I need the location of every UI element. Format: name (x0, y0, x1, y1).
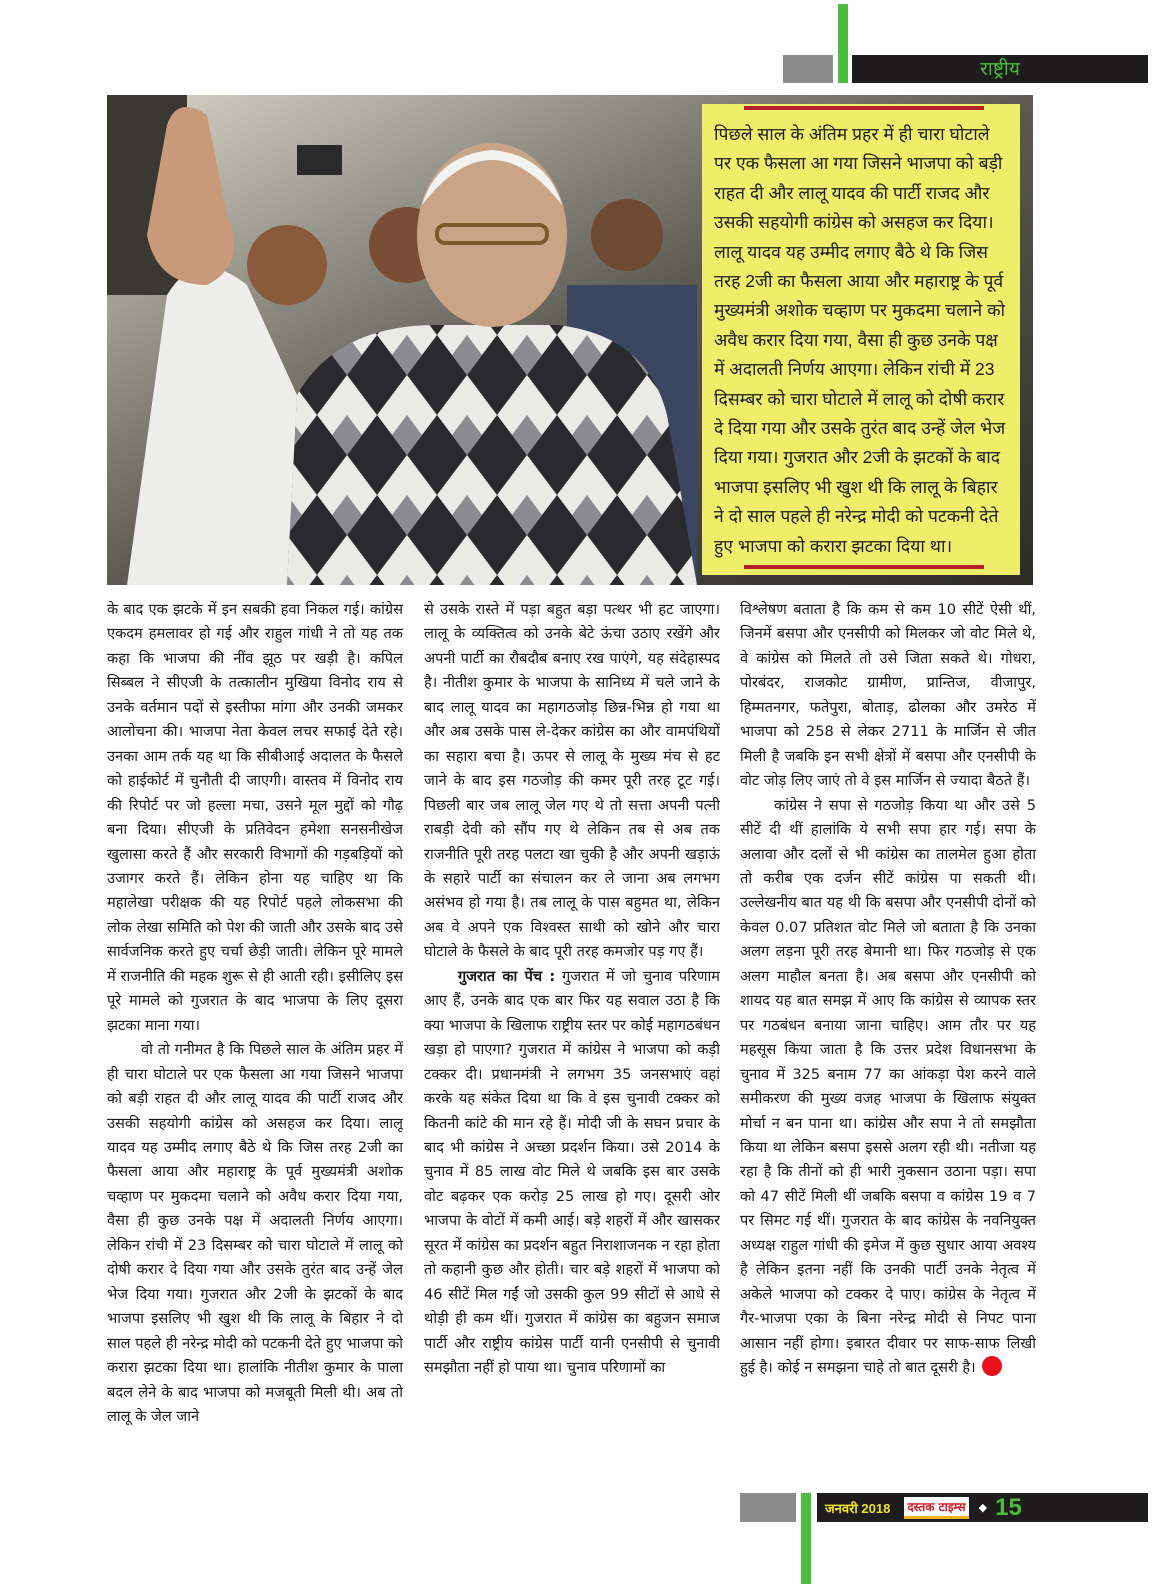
article-column-2 (424, 598, 720, 1458)
separator-icon: ◆ (978, 1501, 988, 1514)
header-green-bar (838, 4, 848, 83)
pull-quote-text: पिछले साल के अंतिम प्रहर में ही चारा घोटाले पर एक फैसला आ गया जिसने भाजपा को बड़ी राहत दी और लालू यादव की पार्टी राजद और उसकी सहयोगी कांग्रेस को असहज कर दिया। लालू यादव यह उम्मीद लगाए बैठे थे कि जिस तरह 2जी का फैसला आया और महाराष्ट्र के पूर्व मुख्यमंत्री अशोक चव्हाण पर मुकदमा चलाने को अवैध करार दिया गया, वैसा ही कुछ उनके पक्ष में अदालती निर्णय आएगा। लेकिन रांची में 23 दिसम्बर को चारा घोटाले में लालू को दोषी करार दे दिया गया और उसके तुरंत बाद उन्हें जेल भेज दिया गया। गुजरात और 2जी के झटकों के बाद भाजपा इसलिए भी खुश थी कि लालू के बिहार ने दो साल पहले ही नरेन्द्र मोदी को पटकनी देते हुए भाजपा को करारा झटका दिया था। (714, 124, 1006, 556)
page-number: 15 (995, 1493, 1022, 1521)
footer-bar (817, 1493, 1148, 1522)
section-header: राष्ट्रीय (852, 55, 1148, 83)
paragraph-gujarat (424, 965, 720, 1381)
paragraph: विश्लेषण बताता है कि कम से कम 10 सीटें ऐसी थीं, जिनमें बसपा और एनसीपी को मिलकर जो वोट मिले थे, वे कांग्रेस को मिलते तो उसे जिता सकते थे। गोधरा, पोरबंदर, राजकोट ग्रामीण, प्रान्तिज, वीजापुर, हिम्मतनगर, फतेपुरा, बोताड़, ढोलका और उमरेठ में भाजपा को 258 से लेकर 2711 के मार्जिन से जीत मिली है जबकि इन सभी क्षेत्रों में बसपा और एनसीपी के वोट जोड़ लिए जाएं तो वे इस मार्जिन से ज्यादा बैठते हैं। (740, 601, 1036, 790)
paragraph: वो तो गनीमत है कि पिछले साल के अंतिम प्रहर में ही चारा घोटाले पर एक फैसला आ गया जिसने भाजपा को बड़ी राहत दी और लालू यादव की पार्टी राजद और उसकी सहयोगी कांग्रेस को असहज कर दिया। लालू यादव यह उम्मीद लगाए बैठे थे कि जिस तरह 2जी का फैसला आया और महाराष्ट्र के पूर्व मुख्यमंत्री अशोक चव्हाण पर मुकदमा चलाने को अवैध करार दिया गया, वैसा ही कुछ उनके पक्ष में अदालती निर्णय आएगा। लेकिन रांची में 23 दिसम्बर को चारा घोटाले में लालू को दोषी करार दे दिया गया और उसके तुरंत बाद उन्हें जेल भेज दिया गया। गुजरात और 2जी के झटकों के बाद भाजपा इसलिए भी खुश थी कि लालू के बिहार ने दो साल पहले ही नरेन्द्र मोदी को पटकनी देते हुए भाजपा को करारा झटका दिया था। हालांकि नीतीश कुमार के पाला बदल लेने के बाद भाजपा को मजबूती मिली थी। अब तो लालू के जेल जाने (107, 1041, 403, 1425)
footer-green-bar (801, 1493, 811, 1584)
issue-date: जनवरी 2018 (825, 1500, 891, 1516)
subheading: गुजरात का पेंच : (458, 967, 556, 985)
quote-bottom-rule (744, 565, 984, 569)
paragraph: के बाद एक झटके में इन सबकी हवा निकल गई। कांग्रेस एकदम हमलावर हो गई और राहुल गांधी ने तो यह तक कहा कि भाजपा की नींव झूठ पर खड़ी है। कपिल सिब्बल ने सीएजी के तत्कालीन मुखिया विनोद राय से उनके वर्तमान पदों से इस्तीफा मांगा और उनकी जमकर आलोचना की। भाजपा नेता केवल लचर सफाई देते रहे। उनका आम तर्क यह था कि सीबीआई अदालत के फैसले को हाईकोर्ट में चुनौती दी जाएगी। वास्तव में विनोद राय की रिपोर्ट पर जो हल्ला मचा, उसने मूल मुद्दों को गौढ़ बना दिया। सीएजी के प्रतिवेदन हमेशा सनसनीखेज खुलासा करते हैं और सरकारी विभागों की गड़बड़ियों को उजागर करते हैं। लेकिन होना यह चाहिए था कि महालेखा परीक्षक की यह रिपोर्ट पहले लोकसभा की लोक लेखा समिति को पेश की जाती और उसके बाद उसे सार्वजनिक करते हुए चर्चा छेड़ी जाती। लेकिन पूरे मामले में राजनीति की महक शुरू से ही आती रही। इसीलिए इस पूरे मामले को गुजरात के बाद भाजपा के लिए दूसरा झटका माना गया। (107, 601, 403, 1034)
article-column-1 (107, 598, 403, 1458)
quote-top-rule (744, 106, 984, 110)
article-column-3 (740, 598, 1036, 1458)
header-gray-block (783, 55, 833, 83)
paragraph-ending (740, 794, 1036, 1381)
pull-quote-box (702, 104, 1020, 575)
magazine-logo: दस्तक टाइम्स (904, 1497, 968, 1519)
paragraph-text: गुजरात में जो चुनाव परिणाम आए हैं, उनके बाद एक बार फिर यह सवाल उठा है कि क्या भाजपा के खिलाफ राष्ट्रीय स्तर पर कोई महागठबंधन खड़ा हो पाएगा? गुजरात में कांग्रेस ने भाजपा को कड़ी टक्कर दी। प्रधानमंत्री ने लगभग 35 जनसभाएं वहां करके यह संकेत दिया था कि वे इस चुनावी टक्कर को कितनी कांटे की मान रहे हैं। मोदी जी के सघन प्रचार के बाद भी कांग्रेस ने अच्छा प्रदर्शन किया। उसे 2014 के चुनाव में 85 लाख वोट मिले थे जबकि इस बार उसके वोट बढ़कर एक करोड़ 25 लाख हो गए। दूसरी ओर भाजपा के वोटों में कमी आई। बड़े शहरों में और खासकर सूरत में कांग्रेस का प्रदर्शन बहुत निराशाजनक न रहा होता तो कहानी कुछ और होती। चार बड़े शहरों में भाजपा को 46 सीटें मिल गईं जो उसकी कुल 99 सीटों से आधे से थोड़ी ही कम थीं। गुजरात में कांग्रेस का बहुजन समाज पार्टी और राष्ट्रीय कांग्रेस पार्टी यानी एनसीपी से चुनावी समझौता नहीं हो पाया था। चुनाव परिणामों का (424, 967, 720, 1377)
paragraph-text: कांग्रेस ने सपा से गठजोड़ किया था और उसे 5 सीटें दी थीं हालांकि ये सभी सपा हार गई। सपा के अलावा और दलों से भी कांग्रेस का तालमेल हुआ होता तो करीब एक दर्जन सीटें कांग्रेस पा सकती थी। उल्लेखनीय बात यह थी कि बसपा और एनसीपी दोनों को केवल 0.07 प्रतिशत वोट मिले जो बताता है कि उनका अलग लड़ना पूरी तरह बेमानी था। फिर गठजोड़ से एक अलग माहौल बनता है। अब बसपा और एनसीपी को शायद यह बात समझ में आए कि कांग्रेस से व्यापक स्तर पर गठबंधन बनाया जाना चाहिए। आम तौर पर यह महसूस किया जाता है कि उत्तर प्रदेश विधानसभा के चुनाव में 325 बनाम 77 का आंकड़ा पेश करने वाले समीकरण की मुख्य वजह भाजपा के खिलाफ संयुक्त मोर्चा न बन पाना था। कांग्रेस और सपा ने तो समझौता किया था लेकिन बसपा इससे अलग रही थी। नतीजा यह रहा है कि तीनों को ही भारी नुकसान उठाना पड़ा। सपा को 47 सीटें मिली थीं जबकि बसपा व कांग्रेस 19 व 7 पर सिमट गई थीं। गुजरात के बाद कांग्रेस के नवनियुक्त अध्यक्ष राहुल गांधी की इमेज में कुछ सुधार आया अवश्य है लेकिन इतना नहीं कि उनकी पार्टी उनके नेतृत्व में अकेले भाजपा को टक्कर दे पाए। कांग्रेस के नेतृत्व में गैर-भाजपा एका के बिना नरेन्द्र मोदी से निपट पाना आसान नहीं होगा। इबारत दीवार पर साफ-साफ लिखी हुई है। कोई न समझना चाहे तो बात दूसरी है। (740, 796, 1036, 1377)
footer-gray-block (740, 1493, 796, 1522)
end-mark-icon (982, 1356, 1002, 1376)
paragraph: से उसके रास्ते में पड़ा बहुत बड़ा पत्थर भी हट जाएगा। लालू के व्यक्तित्व को उनके बेटे ऊंचा उठाए रखेंगे और अपनी पार्टी का रौबदौब बनाए रख पाएंगे, यह संदेहास्पद है। नीतीश कुमार के भाजपा के सानिध्य में चले जाने के बाद लालू यादव का महागठजोड़ छिन्न-भिन्न हो गया था और अब उसके पास ले-देकर कांग्रेस का और वामपंथियों का सहारा बचा है। ऊपर से लालू के मुख्य मंच से हट जाने के बाद इस गठजोड़ की कमर पूरी तरह टूट गई। पिछली बार जब लालू जेल गए थे तो सत्ता अपनी पत्नी राबड़ी देवी को सौंप गए थे लेकिन तब से अब तक राजनीति पूरी तरह पलटा खा चुकी है और अपनी खड़ाऊं के सहारे पार्टी का संचालन कर ले जाना अब लगभग असंभव हो गया है। तब लालू के पास बहुमत था, लेकिन अब वे अपने एक विश्वस्त साथी को खोने और चारा घोटाले के फैसले के बाद पूरी तरह कमजोर पड़ गए हैं। (424, 601, 720, 961)
